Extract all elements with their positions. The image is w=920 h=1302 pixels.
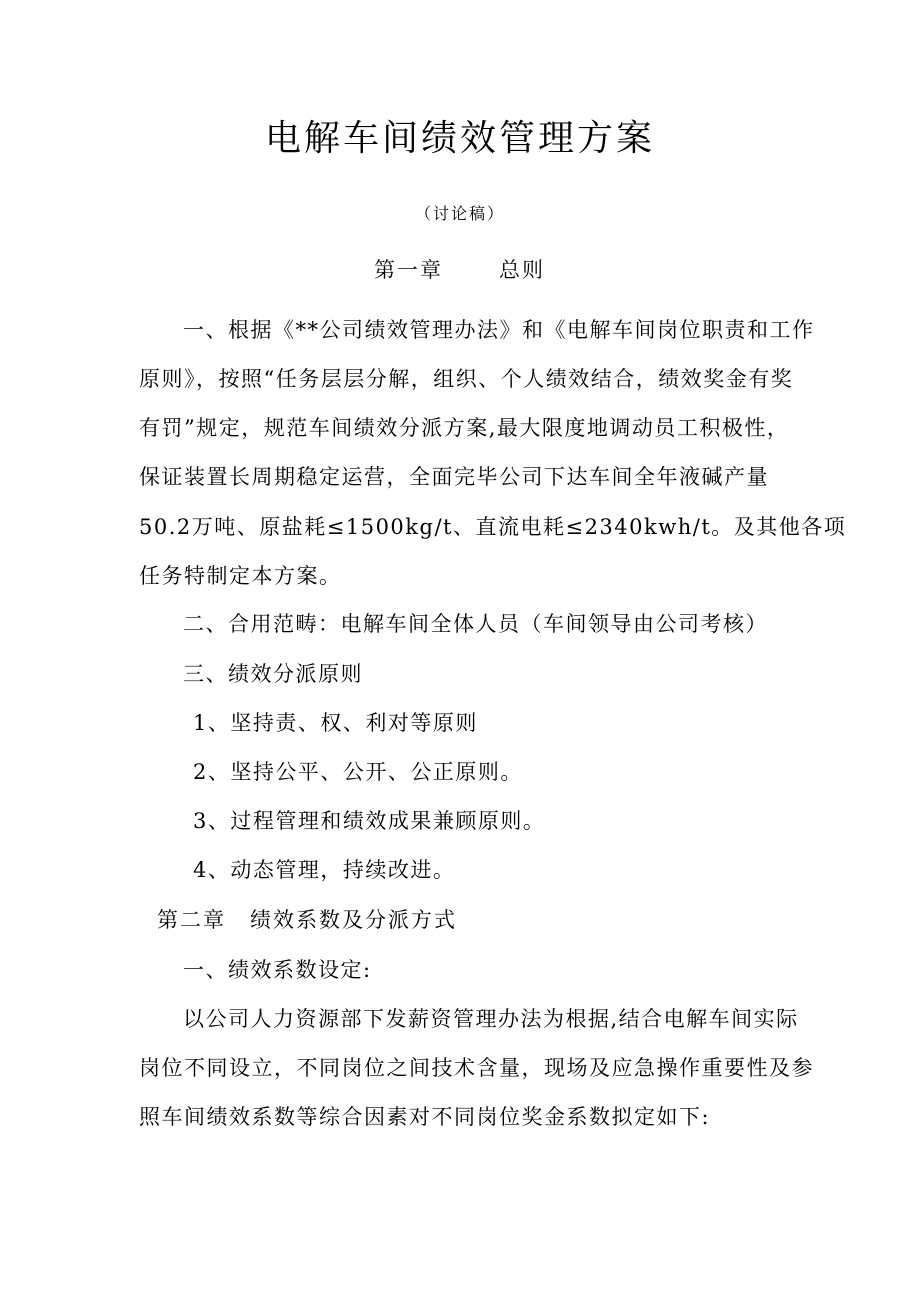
chapter-1-name: 总则 (499, 258, 545, 282)
chapter-1-label: 第一章 (374, 258, 443, 282)
chapter-1-heading (374, 255, 545, 285)
chapter-2-label: 第二章 (157, 908, 226, 932)
para2-line-1: 以公司人力资源部下发薪资管理办法为根据,结合电解车间实际 (183, 1007, 799, 1031)
chapter-2-heading (157, 905, 457, 935)
para1-line-2: 原则》，按照“任务层层分解，组织、个人绩效结合，绩效奖金有奖 (139, 367, 794, 391)
document-subtitle: （讨论稿） (414, 204, 505, 223)
para2-line-2: 岗位不同设立，不同岗位之间技术含量，现场及应急操作重要性及参 (139, 1056, 814, 1080)
chapter-2-name: 绩效系数及分派方式 (250, 908, 457, 932)
para1-line-1: 一、根据《**公司绩效管理办法》和《电解车间岗位职责和工作 (183, 318, 815, 342)
para1-line-3: 有罚”规定，规范车间绩效分派方案,最大限度地调动员工积极性， (139, 416, 790, 440)
principles-heading: 三、绩效分派原则 (183, 662, 363, 686)
principle-item-4: 4、动态管理，持续改进。 (193, 858, 456, 882)
para1-line-5: 50.2万吨、原盐耗≤1500kg/t、直流电耗≤2340kwh/t。及其他各项 (139, 515, 847, 539)
coefficient-heading: 一、绩效系数设定: (183, 958, 372, 982)
principle-item-2: 2、坚持公平、公开、公正原则。 (193, 760, 523, 784)
principle-item-3: 3、过程管理和绩效成果兼顾原则。 (193, 809, 546, 833)
para2-line-3: 照车间绩效系数等综合因素对不同岗位奖金系数拟定如下: (139, 1105, 711, 1129)
scope-paragraph: 二、合用范畴：电解车间全体人员（车间领导由公司考核） (183, 612, 768, 636)
para1-line-6: 任务特制定本方案。 (139, 564, 342, 588)
principle-item-1: 1、坚持责、权、利对等原则 (193, 711, 478, 735)
para1-line-4: 保证装置长周期稳定运营，全面完毕公司下达车间全年液碱产量 (139, 465, 769, 489)
document-title: 电解车间绩效管理方案 (264, 118, 655, 159)
